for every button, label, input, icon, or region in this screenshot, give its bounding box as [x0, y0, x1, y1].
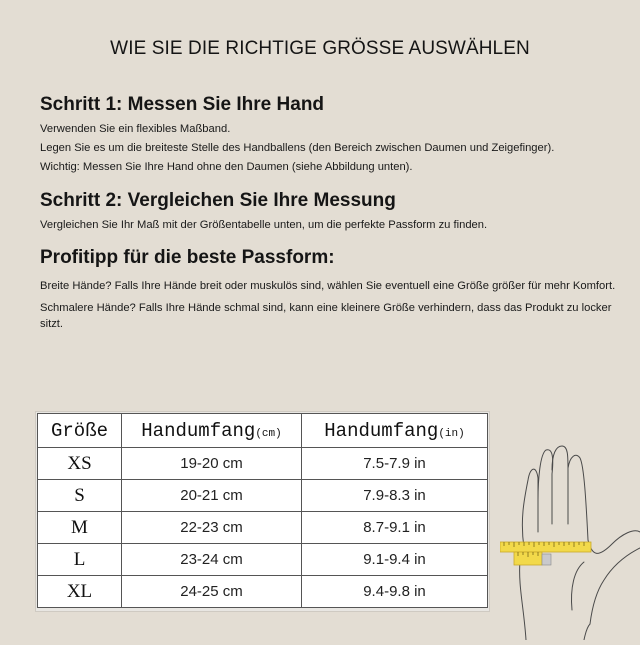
in-value: 7.5-7.9 in: [302, 448, 488, 480]
header-in: Handumfang(in): [302, 414, 488, 448]
table-header-row: [38, 414, 488, 448]
table-row: [38, 448, 488, 480]
size-label: L: [38, 544, 122, 576]
in-value: 7.9-8.3 in: [302, 480, 488, 512]
size-label: XL: [38, 576, 122, 608]
page-title: WIE SIE DIE RICHTIGE GRÖSSE AUSWÄHLEN: [110, 38, 530, 59]
header-size: Größe: [38, 414, 122, 448]
hand-measuring-tape-icon: [500, 440, 640, 640]
step2-line-1: Vergleichen Sie Ihr Maß mit der Größentabelle unten, um die perfekte Passform zu finden.: [40, 219, 488, 231]
step2-section: [40, 190, 630, 235]
cm-value: 20-21 cm: [122, 480, 302, 512]
header-cm: Handumfang(cm): [122, 414, 302, 448]
table-row: [38, 480, 488, 512]
in-value: 8.7-9.1 in: [302, 512, 488, 544]
size-label: S: [38, 480, 122, 512]
in-value: 9.1-9.4 in: [302, 544, 488, 576]
cm-value: 23-24 cm: [122, 544, 302, 576]
tip-paragraph-1: Breite Hände? Falls Ihre Hände breit oder muskulös sind, wählen Sie eventuell eine Größe größer für mehr Komfort.: [40, 280, 616, 292]
cm-value: 19-20 cm: [122, 448, 302, 480]
table-row: [38, 544, 488, 576]
tip-paragraph-2: Schmalere Hände? Falls Ihre Hände schmal sind, kann eine kleinere Größe verhindern, dass das Produkt zu locker sitzt.: [40, 302, 612, 330]
step2-heading: Schritt 2: Vergleichen Sie Ihre Messung: [40, 190, 396, 211]
size-label: M: [38, 512, 122, 544]
in-value: 9.4-9.8 in: [302, 576, 488, 608]
tip-section: [40, 247, 630, 332]
cm-value: 22-23 cm: [122, 512, 302, 544]
step1-section: [40, 94, 630, 177]
step1-line-3: Wichtig: Messen Sie Ihre Hand ohne den Daumen (siehe Abbildung unten).: [40, 161, 413, 173]
cm-value: 24-25 cm: [122, 576, 302, 608]
step1-line-1: Verwenden Sie ein flexibles Maßband.: [40, 123, 231, 135]
tip-heading: Profitipp für die beste Passform:: [40, 247, 335, 268]
size-table: [37, 413, 488, 608]
table-row: [38, 576, 488, 608]
table-row: [38, 512, 488, 544]
size-label: XS: [38, 448, 122, 480]
step1-heading: Schritt 1: Messen Sie Ihre Hand: [40, 94, 325, 115]
step1-line-2: Legen Sie es um die breiteste Stelle des Handballens (den Bereich zwischen Daumen und Zeigefinger).: [40, 142, 555, 154]
